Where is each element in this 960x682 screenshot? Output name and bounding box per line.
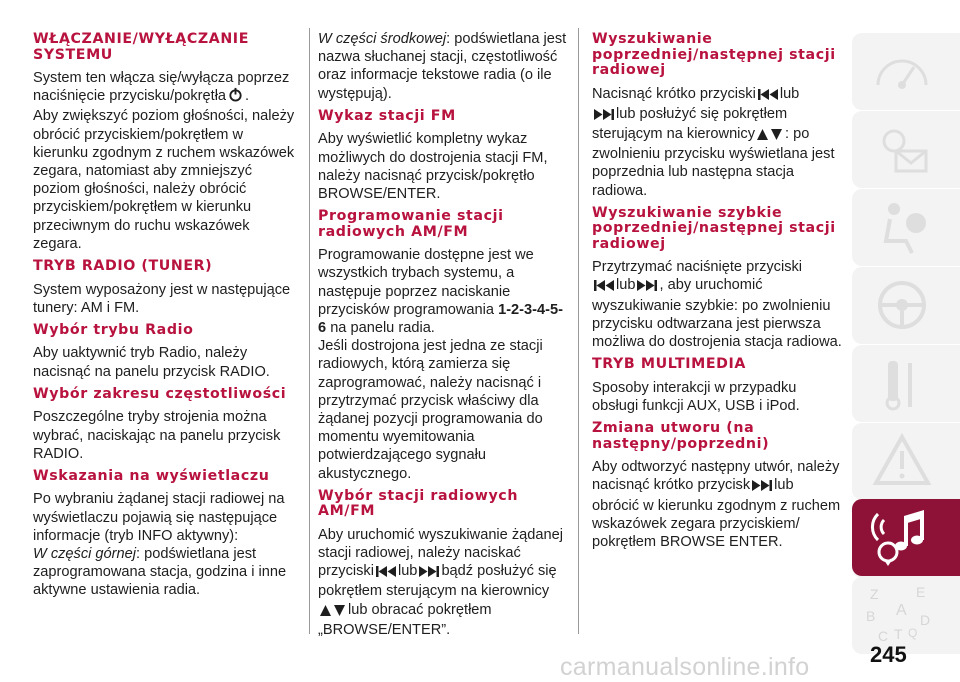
page-number: 245 (870, 642, 907, 667)
next-track-icon (594, 107, 614, 125)
heading-station-select: Wybór stacji radiowych AM/FM (318, 487, 519, 520)
index-letter: D (920, 612, 931, 628)
column-2 (318, 30, 570, 639)
heading-band: Wybór zakresu częstotliwości (33, 385, 287, 402)
tab-warning[interactable] (852, 423, 960, 500)
column-1 (33, 26, 301, 600)
paragraph-multimedia: Sposoby interakcji w przypadku obsługi funkcji AUX, USB i iPod. (592, 379, 800, 414)
up-down-arrows-icon (320, 603, 346, 621)
dashboard-icon (872, 41, 932, 101)
heading-programming: Programowanie stacji radiowych AM/FM (318, 208, 504, 240)
index-letter: E (916, 584, 926, 600)
paragraph-fm-list: Aby wyświetlić kompletny wykaz możliwych do dostrojenia stacji FM, należy nacisnąć przycisk/pokrętło BROWSE/ENTER. (318, 131, 548, 202)
paragraph-track-change: Aby odtworzyć następny utwór, należy nacisnąć krótko przycisk lub obrócić w kierunku zgodnym z ruchem wskazówek zegara przyciskiem/ pokrętłem BROWSE ENTER. (592, 459, 841, 550)
paragraph-station-select: Aby uruchomić wyszukiwanie żądanej stacji radiowej, należy naciskać przyciski lub bądź posłużyć się pokrętłem sterującym na kierownicy lub obracać pokrętłem „BROWSE/ENTER”. (318, 526, 563, 638)
tab-multimedia[interactable] (852, 499, 960, 576)
index-letter: B (866, 608, 876, 624)
warning-road-icon (872, 431, 932, 491)
paragraph-fast-seek: Przytrzymać naciśnięte przyciski lub , aby uruchomić wyszukiwanie szybkie: po zwolnieniu przycisku odtwarzana jest pierwsza możliwa do dostrojenia stacja radiowa. (592, 259, 842, 351)
key-tools-icon (872, 353, 932, 413)
heading-display: Wskazania na wyświetlaczu (33, 467, 270, 484)
multimedia-icon (868, 506, 932, 568)
prev-track-icon (376, 564, 396, 582)
index-letter: C (878, 628, 889, 644)
next-track-icon (637, 278, 657, 296)
column-3 (592, 26, 844, 551)
power-icon (228, 87, 243, 107)
paragraph-programming-1: Programowanie dostępne jest we wszystkich trybach systemu, a następuje poprzez naciskanie przycisków programowania 1-2-3-4-5-6 na panelu radia. (318, 247, 563, 336)
heading-track-change: Zmiana utworu (na następny/poprzedni) (592, 420, 770, 452)
paragraph-radio-mode: Aby uaktywnić tryb Radio, należy nacisnąć na panelu przycisk RADIO. (33, 345, 270, 380)
paragraph-programming-2: Jeśli dostrojona jest jedna ze stacji radiowych, którą zamierza się zaprogramować, należy nacisnąć i przytrzymać przycisk właściwy dla żądanej pozycji programowania do momentu wyemitowania potwierdzającego sygnału akustycznego. (318, 338, 543, 482)
heading-fm-list: Wykaz stacji FM (318, 107, 456, 124)
tab-airbag[interactable] (852, 189, 960, 266)
heading-multimedia: TRYB MULTIMEDIA (592, 356, 746, 373)
tab-key-tools[interactable] (852, 345, 960, 422)
heading-radio-mode: Wybór trybu Radio (33, 321, 194, 338)
tab-lights-mail[interactable] (852, 111, 960, 188)
heading-tuner: TRYB RADIO (TUNER) (33, 258, 213, 275)
paragraph-seek: Nacisnąć krótko przyciski lub lub posłużyć się pokrętłem sterującym na kierownicy : po zwolnieniu przycisku wyświetlana jest poprzednia lub następna stacja radiowa. (592, 85, 835, 199)
column-divider-1 (309, 28, 310, 634)
next-track-icon (419, 564, 439, 582)
next-track-icon (752, 478, 772, 496)
airbag-person-icon (872, 197, 932, 257)
prev-track-icon (758, 87, 778, 105)
prev-track-icon (594, 278, 614, 296)
steering-wheel-icon (872, 275, 932, 335)
watermark: carmanualsonline.info (560, 653, 810, 681)
lights-mail-icon (872, 119, 932, 179)
paragraph-band: Poszczególne tryby strojenia można wybrać, naciskając na panelu przycisk RADIO. (33, 409, 281, 462)
heading-seek: Wyszukiwanie poprzedniej/następnej stacji radiowej (592, 31, 836, 78)
index-letter: A (896, 602, 907, 619)
index-letter: Z (870, 586, 879, 602)
up-down-arrows-icon (757, 127, 783, 145)
paragraph-power-2: Aby zwiększyć poziom głośności, należy obrócić przyciskiem/pokrętłem w kierunku zgodnym z ruchem wskazówek zegara, natomiast aby zmniejszyć poziom głośności, należy obrócić przyciskiem/pokrętłem w kierunku przeciwnym do ruchu wskazówek zegara. (33, 108, 295, 252)
tab-steering[interactable] (852, 267, 960, 344)
paragraph-tuner: System wyposażony jest w następujące tunery: AM i FM. (33, 281, 291, 316)
index-letter: Q (908, 626, 918, 640)
paragraph-display-top: W części górnej: podświetlana jest zaprogramowana stacja, godzina i inne aktywne ustawienia radia. (33, 546, 287, 599)
tab-dashboard[interactable] (852, 33, 960, 110)
paragraph-display: Po wybraniu żądanej stacji radiowej na wyświetlaczu pojawią się następujące informacje (tryb INFO aktywny): (33, 491, 285, 544)
heading-power: WŁĄCZANIE/WYŁĄCZANIE SYSTEMU (33, 31, 249, 63)
index-letters-icon (866, 583, 936, 645)
paragraph-middle-part: W części środkowej: podświetlana jest nazwa słuchanej stacji, częstotliwość oraz informacje tekstowe radia (o ile występują). (318, 31, 567, 102)
column-divider-2 (578, 28, 579, 634)
index-letter: T (894, 626, 903, 642)
paragraph-power-1: System ten włącza się/wyłącza poprzez naciśnięcie przycisku/pokrętła . (33, 69, 301, 107)
heading-fast-seek: Wyszukiwanie szybkie poprzedniej/następnej stacji radiowej (592, 204, 836, 252)
